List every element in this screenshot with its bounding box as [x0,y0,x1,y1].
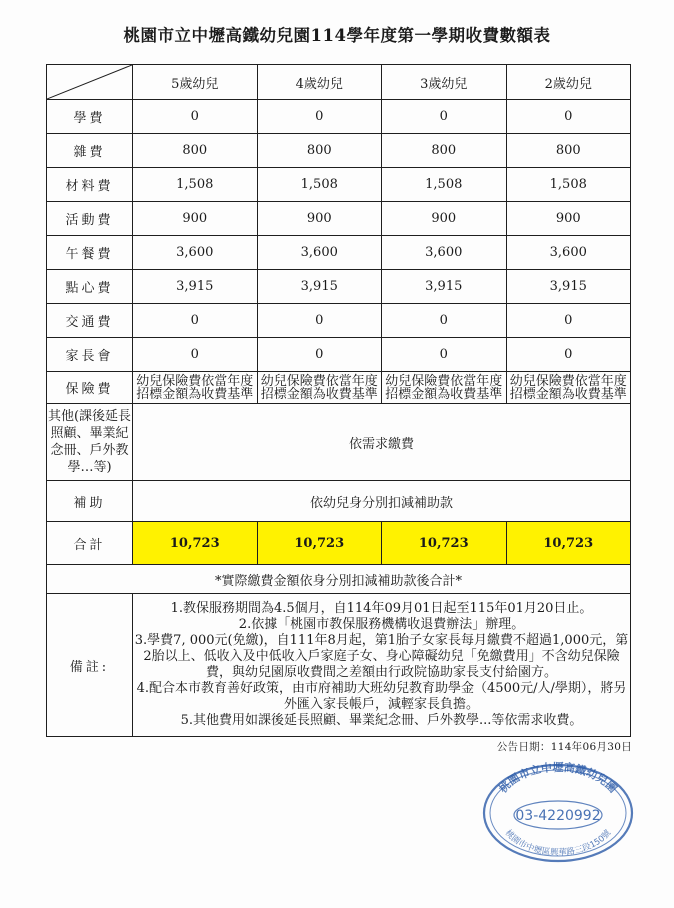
fee-value: 800 [257,134,382,168]
fee-value: 3,600 [382,236,507,270]
stamp-bottom-text: 桃園市中壢區興華路三段150號 [502,828,614,859]
fee-value: 800 [382,134,507,168]
fee-value: 900 [257,202,382,236]
remarks-label: 備註: [47,594,133,737]
remark-item: 5.其他費用如課後延長照顧、畢業紀念冊、戶外教學...等依需求收費。 [180,713,583,728]
fee-value: 800 [506,134,631,168]
fee-value: 0 [382,338,507,372]
fee-value: 0 [382,304,507,338]
fee-table [46,64,631,737]
table-row [47,338,631,372]
remark-item: 4.配合本市教育善好政策，由市府補助大班幼兒教育助學金（4500元/人/學期），將另外匯入家長帳戶，減輕家長負擔。 [136,681,627,712]
row-label: 午餐費 [47,236,133,270]
insurance-value: 幼兒保險費依當年度招標金額為收費基準 [506,372,631,404]
subsidy-value: 依幼兒身分別扣減補助款 [133,481,631,522]
school-seal-stamp [478,755,638,865]
fee-value: 900 [506,202,631,236]
remark-item: 3.學費7, 000元(免繳)，自111年8月起，第1胎子女家長每月繳費不超過1,000元，第2胎以上、低收入及中低收入戶家庭子女、身心障礙幼兒「免繳費用」不含幼兒保險費，與幼兒園原收費間之差額由行政院協助家長支付給園方。 [134,633,629,680]
remarks-content [133,594,631,737]
fee-value: 3,600 [133,236,258,270]
header-row [47,65,631,100]
row-label: 家長會 [47,338,133,372]
announcement-date: 公告日期：114年06月30日 [496,741,632,753]
column-header: 4歲幼兒 [257,65,382,100]
remarks-row [47,594,631,737]
fee-value: 0 [506,100,631,134]
fee-value: 3,600 [257,236,382,270]
fee-value: 1,508 [382,168,507,202]
row-label: 保險費 [47,372,133,404]
fee-value: 0 [257,100,382,134]
table-row [47,168,631,202]
remark-item: 2.依據「桃園市教保服務機構收退費辦法」辦理。 [238,617,525,632]
total-value: 10,723 [506,522,631,565]
subsidy-row [47,481,631,522]
fee-value: 3,915 [382,270,507,304]
row-label: 學費 [47,100,133,134]
fee-value: 900 [133,202,258,236]
fee-value: 0 [506,338,631,372]
remark-item: 1.教保服務期間為4.5個月，自114年09月01日起至115年01月20日止。 [170,601,593,616]
fee-value: 900 [382,202,507,236]
total-label: 合計 [47,522,133,565]
fee-value: 1,508 [506,168,631,202]
other-fees-label: 其他(課後延長照顧、畢業紀念冊、戶外教學…等) [47,404,133,481]
svg-text:桃園市立中壢高鐵幼兒園 [496,760,620,795]
fee-value: 1,508 [257,168,382,202]
column-header: 3歲幼兒 [382,65,507,100]
row-label: 材料費 [47,168,133,202]
fee-value: 0 [257,338,382,372]
payment-note: *實際繳費金額依身分別扣減補助款後合計* [47,565,631,594]
fee-value: 0 [506,304,631,338]
fee-value: 800 [133,134,258,168]
page-title: 桃園市立中壢高鐵幼兒園114學年度第一學期收費數額表 [123,26,551,45]
table-row [47,202,631,236]
fee-value: 3,915 [133,270,258,304]
other-fees-value: 依需求繳費 [133,404,631,481]
subsidy-label: 補助 [47,481,133,522]
total-value: 10,723 [133,522,258,565]
column-header: 2歲幼兒 [506,65,631,100]
table-row [47,236,631,270]
stamp-phone: 03-4220992 [515,808,601,824]
insurance-value: 幼兒保險費依當年度招標金額為收費基準 [382,372,507,404]
fee-value: 3,915 [257,270,382,304]
table-row [47,134,631,168]
row-label: 雜費 [47,134,133,168]
row-label: 活動費 [47,202,133,236]
other-fees-row [47,404,631,481]
fee-value: 0 [133,100,258,134]
insurance-value: 幼兒保險費依當年度招標金額為收費基準 [257,372,382,404]
fee-value: 3,600 [506,236,631,270]
diagonal-header-cell [47,65,133,100]
column-header: 5歲幼兒 [133,65,258,100]
row-label: 交通費 [47,304,133,338]
fee-value: 0 [382,100,507,134]
table-row [47,100,631,134]
table-row [47,304,631,338]
total-row [47,522,631,565]
table-row [47,270,631,304]
row-label: 點心費 [47,270,133,304]
note-row [47,565,631,594]
total-value: 10,723 [257,522,382,565]
fee-value: 3,915 [506,270,631,304]
stamp-top-text: 桃園市立中壢高鐵幼兒園 [496,761,620,796]
fee-value: 0 [133,338,258,372]
insurance-value: 幼兒保險費依當年度招標金額為收費基準 [133,372,258,404]
fee-value: 0 [133,304,258,338]
insurance-row [47,372,631,404]
fee-value: 1,508 [133,168,258,202]
total-value: 10,723 [382,522,507,565]
fee-value: 0 [257,304,382,338]
